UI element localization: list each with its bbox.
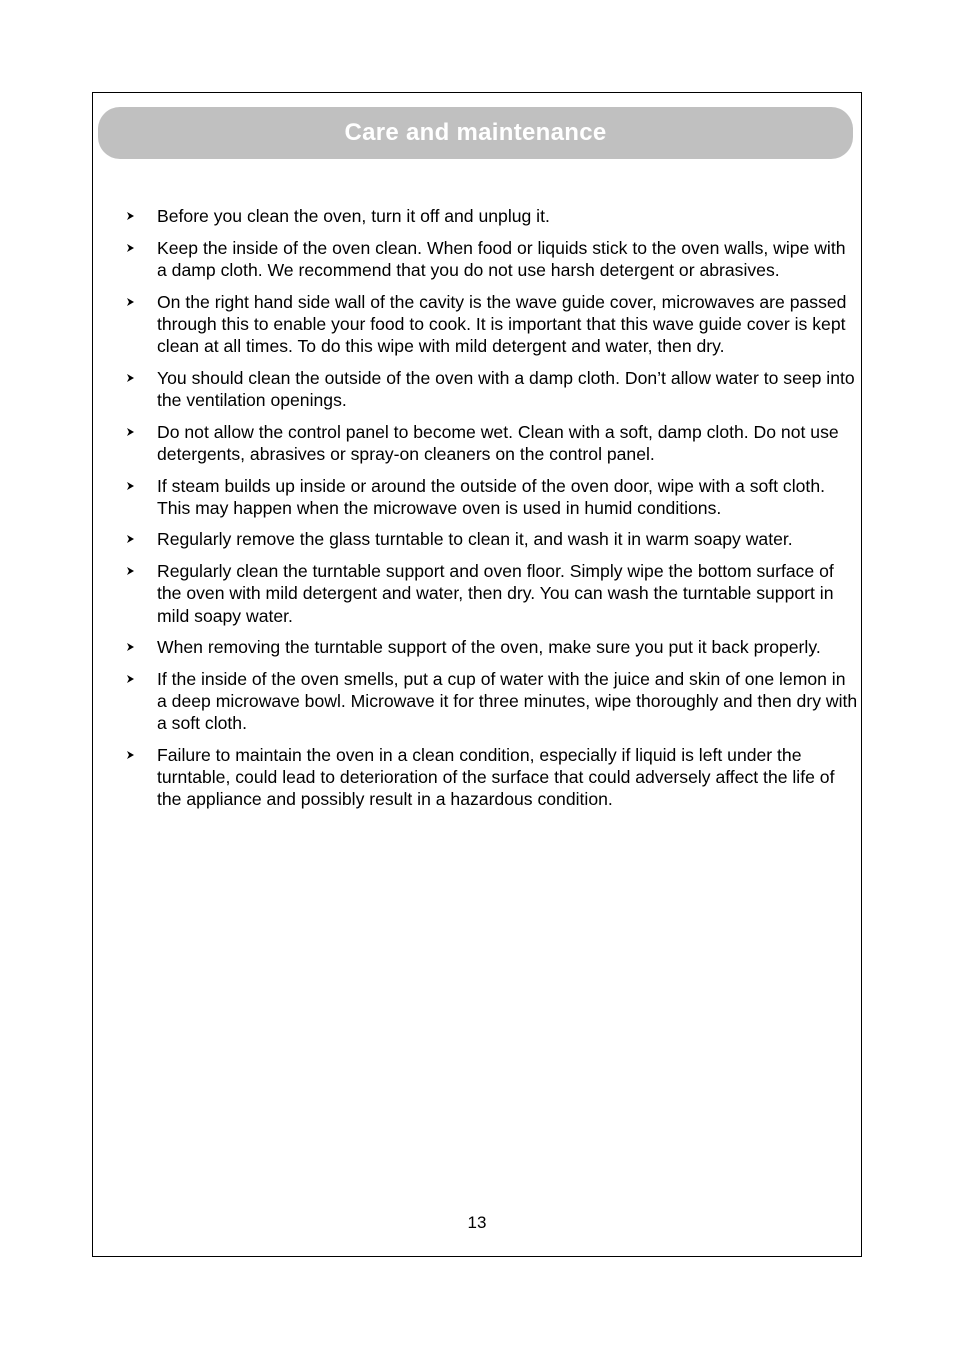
list-item-text: If steam builds up inside or around the outside of the oven door, wipe with a soft cloth. This may happen when the microwave oven is used in humid conditions. — [157, 475, 825, 518]
list-item-text: If the inside of the oven smells, put a cup of water with the juice and skin of one lemon in a deep microwave bowl. Microwave it for three minutes, wipe thoroughly and then dry with a soft cloth. — [157, 668, 858, 734]
page-title: Care and maintenance — [344, 119, 607, 146]
arrowhead-bullet-icon — [125, 672, 137, 686]
list-item-text: When removing the turntable support of the oven, make sure you put it back properly. — [157, 637, 821, 658]
arrowhead-bullet-icon — [125, 425, 137, 439]
arrowhead-bullet-icon — [125, 564, 137, 578]
arrowhead-bullet-icon — [125, 371, 137, 385]
list-item-text: Regularly clean the turntable support and oven floor. Simply wipe the bottom surface of the oven with mild detergent and water, then dry. You can wash the turntable support in mild soapy water. — [157, 561, 834, 626]
list-item — [125, 560, 860, 627]
page-number: 13 — [467, 1213, 487, 1232]
list-item-text: On the right hand side wall of the cavity is the wave guide cover, microwaves are passed through this to enable your food to cook. It is important that this wave guide cover is kept clean at all times. To do this wipe with mild detergent and water, then dry. — [157, 291, 847, 357]
list-item-text: Do not allow the control panel to become wet. Clean with a soft, damp cloth. Do not use detergents, abrasives or spray-on cleaners on the control panel. — [157, 421, 839, 464]
list-item — [125, 636, 860, 658]
list-item — [125, 528, 860, 550]
maintenance-bullet-list — [125, 205, 860, 820]
arrowhead-bullet-icon — [125, 295, 137, 309]
list-item — [125, 668, 860, 735]
list-item — [125, 367, 860, 411]
title-banner — [98, 107, 853, 159]
list-item-text: You should clean the outside of the oven with a damp cloth. Don’t allow water to seep into the ventilation openings. — [157, 367, 855, 410]
list-item-text: Failure to maintain the oven in a clean condition, especially if liquid is left under the turntable, could lead to deterioration of the surface that could adversely affect the life of the appliance and possibly result in a hazardous condition. — [157, 745, 835, 810]
list-item-text: Regularly remove the glass turntable to clean it, and wash it in warm soapy water. — [157, 529, 793, 550]
arrowhead-bullet-icon — [125, 532, 137, 546]
list-item — [125, 744, 860, 811]
list-item-text: Keep the inside of the oven clean. When food or liquids stick to the oven walls, wipe with a damp cloth. We recommend that you do not use harsh detergent or abrasives. — [157, 237, 846, 280]
list-item — [125, 237, 860, 281]
list-item-text: Before you clean the oven, turn it off and unplug it. — [157, 206, 550, 226]
list-item — [125, 421, 860, 465]
arrowhead-bullet-icon — [125, 479, 137, 493]
list-item — [125, 291, 860, 358]
arrowhead-bullet-icon — [125, 640, 137, 654]
list-item — [125, 205, 860, 227]
list-item — [125, 475, 860, 519]
arrowhead-bullet-icon — [125, 209, 137, 223]
arrowhead-bullet-icon — [125, 241, 137, 255]
arrowhead-bullet-icon — [125, 748, 137, 762]
